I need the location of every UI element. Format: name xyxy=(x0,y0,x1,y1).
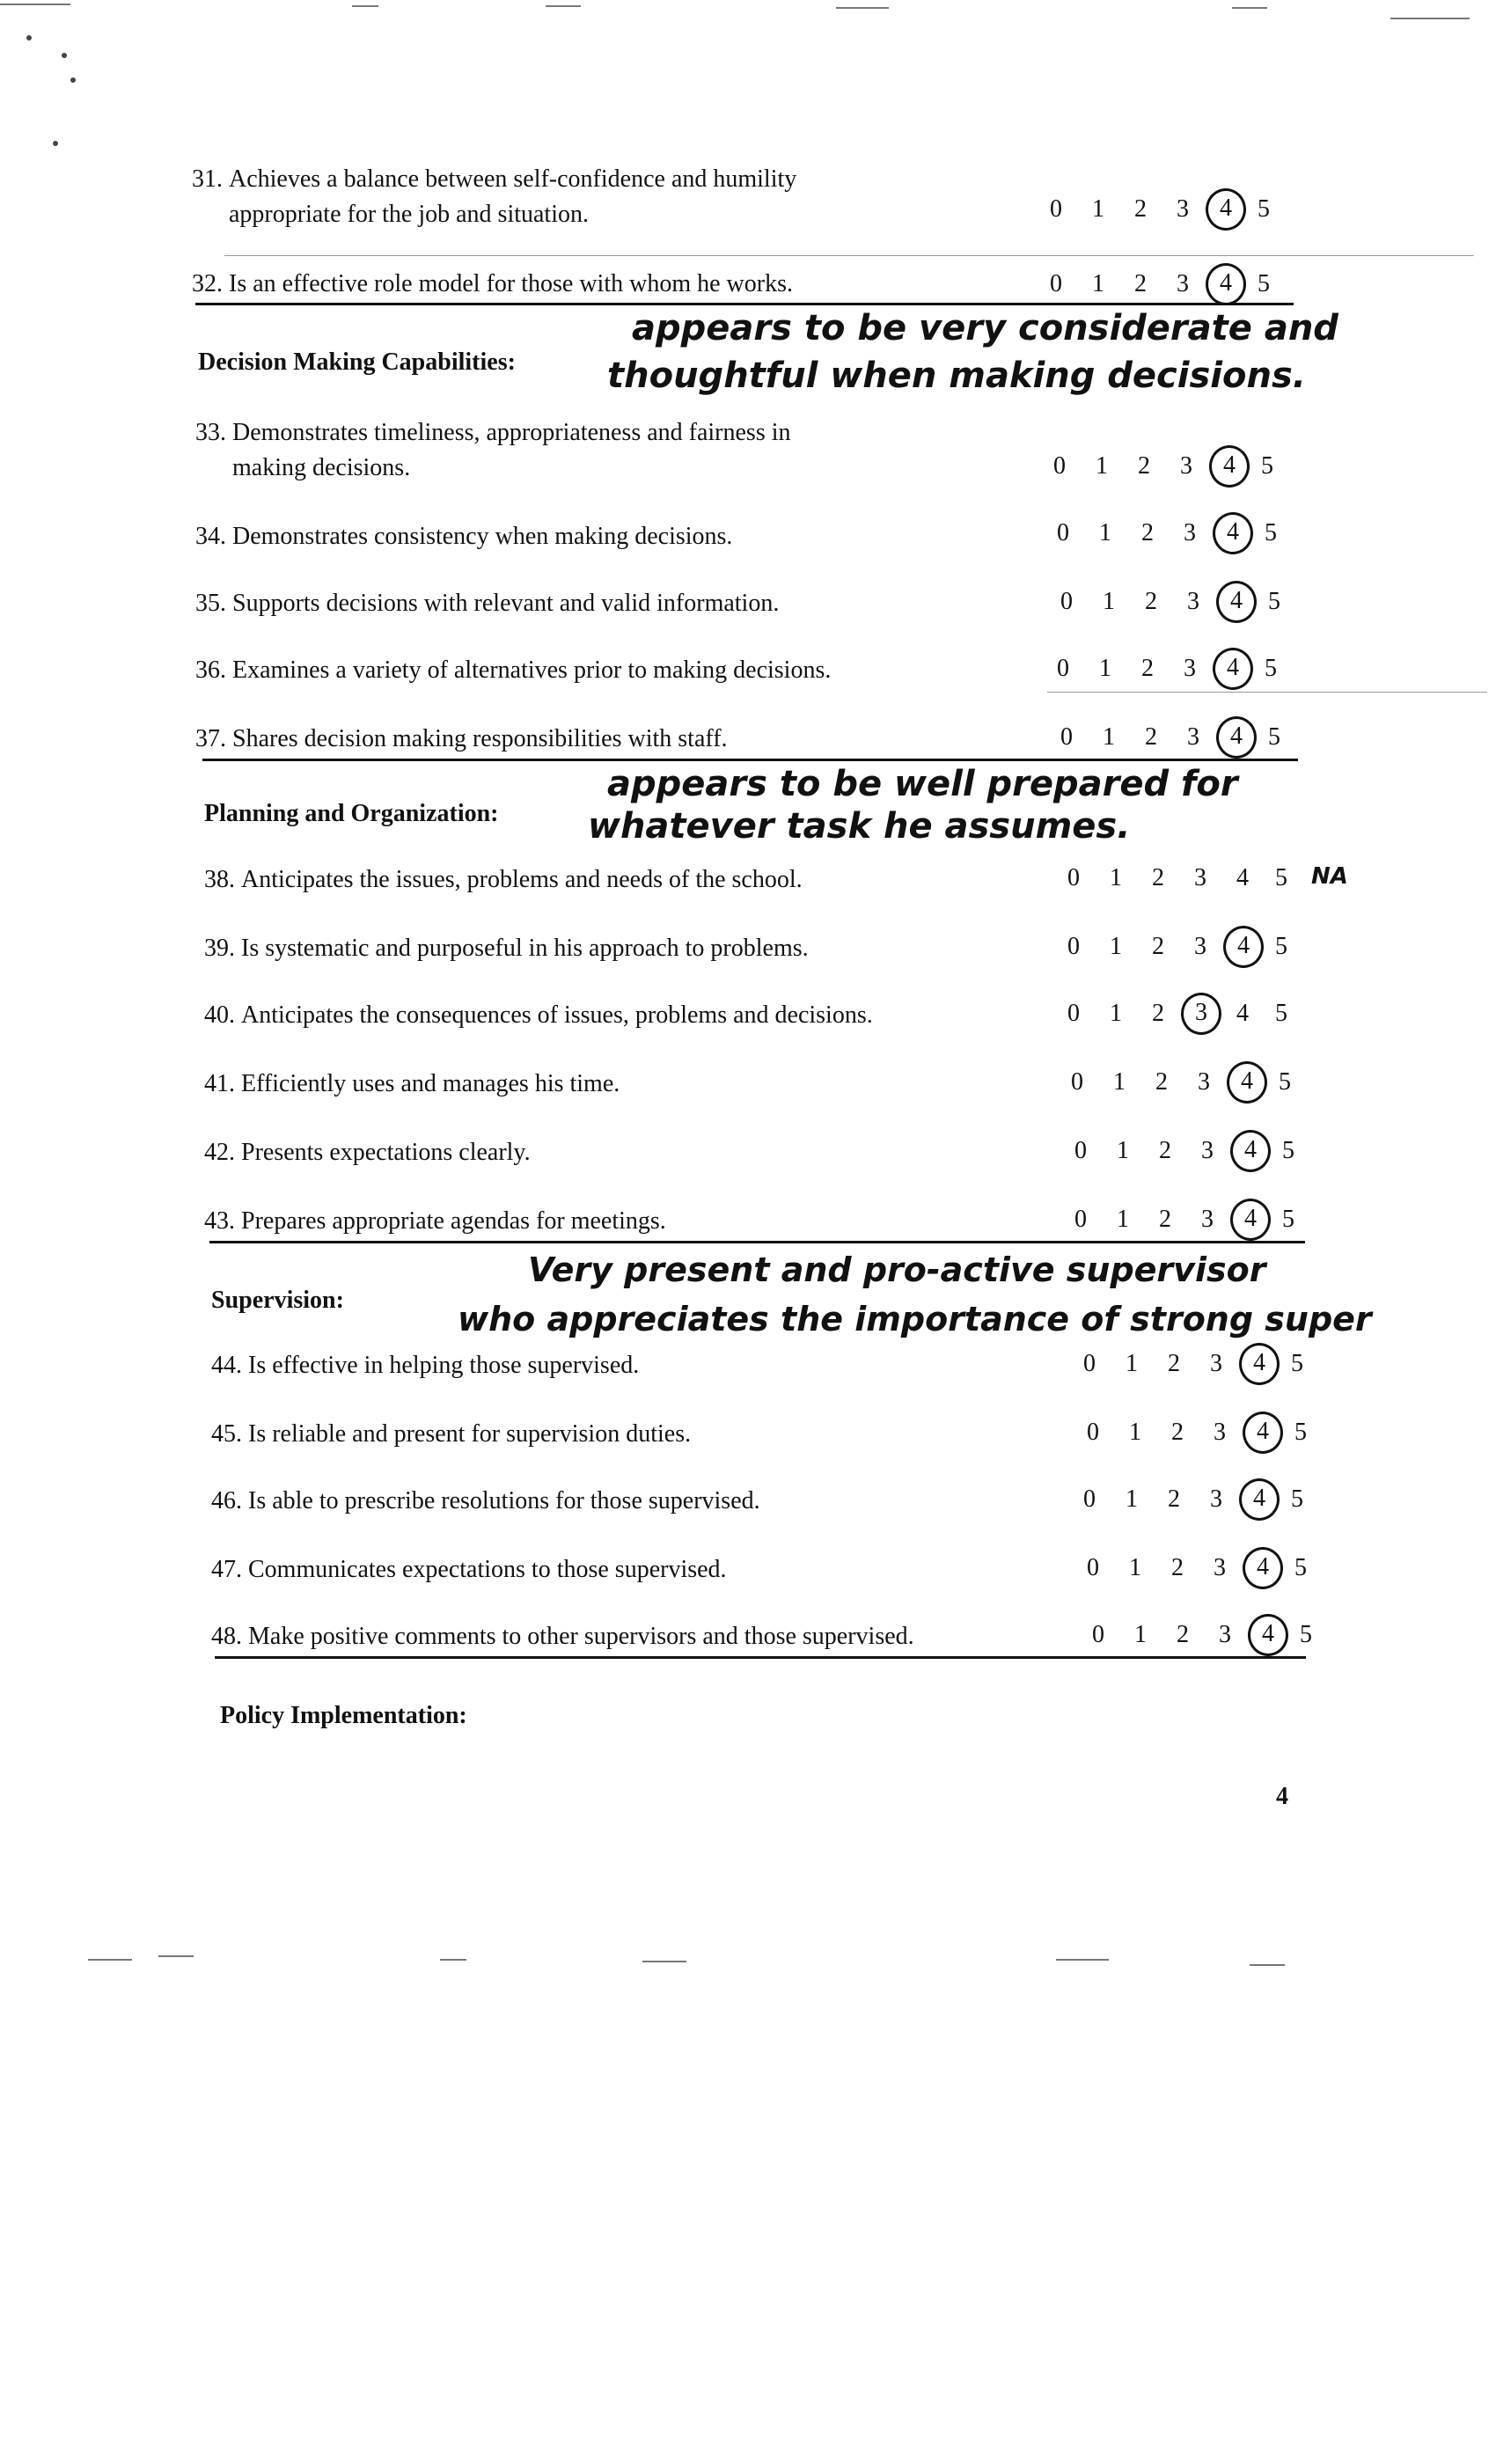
scan-mark xyxy=(0,4,70,5)
rating-option-3: 3 xyxy=(1194,933,1206,960)
item-text: Is systematic and purposeful in his approach to problems. xyxy=(241,935,809,962)
rating-option-5: 5 xyxy=(1275,1000,1287,1027)
item-text-continued: making decisions. xyxy=(232,454,411,481)
item-39 xyxy=(204,931,809,966)
page-number: 4 xyxy=(1276,1783,1288,1810)
section-planning: Planning and Organization: xyxy=(204,800,499,827)
rating-option-5: 5 xyxy=(1282,1206,1294,1233)
item-number: 35. xyxy=(195,590,226,617)
rating-option-0: 0 xyxy=(1087,1554,1099,1581)
handwritten-comment: Very present and pro-active supervisor xyxy=(528,1250,1266,1289)
item-45 xyxy=(211,1417,691,1452)
rating-option-0: 0 xyxy=(1067,1000,1080,1027)
item-text: Anticipates the issues, problems and needs of the school. xyxy=(241,866,803,893)
rating-option-5: 5 xyxy=(1291,1485,1303,1513)
handwritten-comment: appears to be very considerate and xyxy=(632,308,1338,348)
scan-mark xyxy=(70,77,76,83)
scan-mark xyxy=(836,7,889,9)
item-40 xyxy=(204,998,873,1033)
rating-option-3: 3 xyxy=(1201,1137,1214,1164)
rating-option-5: 5 xyxy=(1265,655,1277,682)
item-33 xyxy=(195,415,791,486)
scan-mark xyxy=(546,5,581,7)
rating-option-2: 2 xyxy=(1168,1350,1180,1377)
scan-mark xyxy=(53,141,58,146)
rating-option-0: 0 xyxy=(1060,588,1073,615)
item-number: 41. xyxy=(204,1070,235,1097)
item-number: 47. xyxy=(211,1556,242,1583)
rating-option-0: 0 xyxy=(1053,452,1066,480)
rating-option-0: 0 xyxy=(1057,519,1069,546)
rating-option-0: 0 xyxy=(1067,933,1080,960)
scan-mark xyxy=(352,5,378,7)
item-number: 40. xyxy=(204,1001,235,1029)
item-number: 48. xyxy=(211,1623,242,1650)
rating-option-2: 2 xyxy=(1177,1621,1189,1648)
rating-option-0: 0 xyxy=(1083,1350,1096,1377)
rating-option-5: 5 xyxy=(1268,723,1280,751)
item-text: Achieves a balance between self-confidence and humility xyxy=(229,165,797,193)
item-43 xyxy=(204,1204,666,1239)
rating-option-3: 3 xyxy=(1198,1068,1210,1096)
item-number: 46. xyxy=(211,1487,242,1514)
rating-option-3: 3 xyxy=(1187,588,1199,615)
scan-mark xyxy=(1056,1959,1109,1961)
item-text: Prepares appropriate agendas for meetings. xyxy=(241,1207,666,1235)
item-47 xyxy=(211,1552,727,1588)
rating-option-4: 4 xyxy=(1236,864,1249,891)
item-number: 38. xyxy=(204,866,235,893)
item-text: Anticipates the consequences of issues, problems and decisions. xyxy=(241,1001,873,1029)
item-text: Is effective in helping those supervised. xyxy=(248,1352,640,1379)
rating-selected-4: 4 xyxy=(1248,1614,1288,1656)
rating-selected-4: 4 xyxy=(1213,648,1253,690)
rating-option-1: 1 xyxy=(1134,1621,1147,1648)
rating-selected-4: 4 xyxy=(1213,512,1253,554)
item-31 xyxy=(192,162,796,232)
rating-option-2: 2 xyxy=(1134,270,1147,297)
rating-option-1: 1 xyxy=(1099,655,1111,682)
item-44 xyxy=(211,1348,639,1383)
rating-option-1: 1 xyxy=(1113,1068,1126,1096)
section-divider xyxy=(209,1241,1305,1243)
rating-option-5: 5 xyxy=(1261,452,1273,480)
rating-option-0: 0 xyxy=(1083,1485,1096,1513)
rating-option-5: 5 xyxy=(1275,864,1287,891)
rating-option-1: 1 xyxy=(1099,519,1111,546)
item-42 xyxy=(204,1135,531,1170)
rating-option-1: 1 xyxy=(1092,270,1104,297)
rating-option-3: 3 xyxy=(1210,1350,1222,1377)
rating-option-5: 5 xyxy=(1300,1621,1312,1648)
rating-option-2: 2 xyxy=(1152,1000,1164,1027)
rating-selected-4: 4 xyxy=(1206,188,1246,231)
rating-option-2: 2 xyxy=(1134,195,1147,223)
item-text-continued: appropriate for the job and situation. xyxy=(229,201,589,228)
scan-mark xyxy=(1390,18,1470,19)
rating-option-0: 0 xyxy=(1074,1206,1087,1233)
item-number: 43. xyxy=(204,1207,235,1235)
rating-option-5: 5 xyxy=(1275,933,1287,960)
scan-mark xyxy=(158,1955,194,1957)
rating-option-1: 1 xyxy=(1129,1554,1141,1581)
rating-option-3: 3 xyxy=(1177,195,1189,223)
rating-option-3: 3 xyxy=(1201,1206,1214,1233)
rating-option-2: 2 xyxy=(1145,723,1157,751)
item-text: Demonstrates consistency when making decisions. xyxy=(232,523,733,550)
item-number: 33. xyxy=(195,419,226,446)
rating-option-1: 1 xyxy=(1117,1206,1129,1233)
rating-option-0: 0 xyxy=(1050,270,1062,297)
rating-option-2: 2 xyxy=(1168,1485,1180,1513)
item-34 xyxy=(195,519,732,554)
rating-option-2: 2 xyxy=(1155,1068,1168,1096)
rating-option-0: 0 xyxy=(1071,1068,1083,1096)
rating-option-4: 4 xyxy=(1236,1000,1249,1027)
rating-option-0: 0 xyxy=(1087,1419,1099,1446)
rating-option-1: 1 xyxy=(1103,588,1115,615)
rating-option-5: 5 xyxy=(1291,1350,1303,1377)
rating-option-3: 3 xyxy=(1180,452,1192,480)
item-number: 32. xyxy=(192,270,223,297)
rating-option-1: 1 xyxy=(1129,1419,1141,1446)
rating-option-2: 2 xyxy=(1141,655,1154,682)
rating-option-5: 5 xyxy=(1282,1137,1294,1164)
item-number: 45. xyxy=(211,1420,242,1448)
rating-selected-4: 4 xyxy=(1243,1412,1283,1454)
rating-option-5: 5 xyxy=(1258,195,1270,223)
item-37 xyxy=(195,722,728,757)
rating-option-5: 5 xyxy=(1268,588,1280,615)
rating-option-1: 1 xyxy=(1126,1350,1138,1377)
rating-option-2: 2 xyxy=(1159,1206,1171,1233)
section-supervision: Supervision: xyxy=(211,1287,344,1314)
na-mark: NA xyxy=(1311,863,1348,890)
item-number: 37. xyxy=(195,725,226,752)
rating-selected-3: 3 xyxy=(1181,993,1221,1035)
rating-selected-4: 4 xyxy=(1216,716,1257,759)
rating-selected-4: 4 xyxy=(1209,445,1250,488)
rating-option-5: 5 xyxy=(1294,1419,1307,1446)
section-policy: Policy Implementation: xyxy=(220,1702,467,1729)
item-text: Shares decision making responsibilities with staff. xyxy=(232,725,728,752)
rating-option-1: 1 xyxy=(1110,933,1122,960)
rating-option-1: 1 xyxy=(1110,864,1122,891)
item-number: 44. xyxy=(211,1352,242,1379)
section-divider xyxy=(215,1656,1306,1659)
item-number: 34. xyxy=(195,523,226,550)
rating-selected-4: 4 xyxy=(1223,926,1264,968)
rating-option-1: 1 xyxy=(1126,1485,1138,1513)
rating-option-5: 5 xyxy=(1294,1554,1307,1581)
handwritten-comment: who appreciates the importance of strong super xyxy=(458,1300,1372,1338)
rating-option-0: 0 xyxy=(1092,1621,1104,1648)
rating-option-1: 1 xyxy=(1096,452,1108,480)
rating-option-1: 1 xyxy=(1110,1000,1122,1027)
rating-option-1: 1 xyxy=(1092,195,1104,223)
item-38 xyxy=(204,862,803,898)
item-text: Is reliable and present for supervision duties. xyxy=(248,1420,692,1448)
rating-option-0: 0 xyxy=(1074,1137,1087,1164)
item-32 xyxy=(192,267,793,302)
item-number: 42. xyxy=(204,1139,235,1166)
item-number: 36. xyxy=(195,656,226,684)
handwritten-comment: thoughtful when making decisions. xyxy=(607,356,1306,396)
separator xyxy=(1047,692,1487,693)
rating-selected-4: 4 xyxy=(1239,1343,1280,1385)
scan-mark xyxy=(88,1959,132,1961)
item-text: Make positive comments to other supervisors and those supervised. xyxy=(248,1623,914,1650)
rating-option-2: 2 xyxy=(1141,519,1154,546)
rating-option-3: 3 xyxy=(1219,1621,1231,1648)
section-divider xyxy=(195,303,1294,305)
scan-mark xyxy=(26,35,32,40)
rating-option-5: 5 xyxy=(1265,519,1277,546)
item-text: Presents expectations clearly. xyxy=(241,1139,531,1166)
rating-selected-4: 4 xyxy=(1206,263,1246,305)
rating-option-3: 3 xyxy=(1184,519,1196,546)
rating-option-3: 3 xyxy=(1177,270,1189,297)
item-text: Examines a variety of alternatives prior to making decisions. xyxy=(232,656,832,684)
rating-option-1: 1 xyxy=(1117,1137,1129,1164)
rating-option-2: 2 xyxy=(1152,864,1164,891)
item-48 xyxy=(211,1619,914,1654)
rating-option-3: 3 xyxy=(1210,1485,1222,1513)
rating-option-3: 3 xyxy=(1184,655,1196,682)
rating-selected-4: 4 xyxy=(1227,1061,1267,1104)
rating-selected-4: 4 xyxy=(1239,1478,1280,1521)
item-text: Communicates expectations to those supervised. xyxy=(248,1556,727,1583)
rating-option-3: 3 xyxy=(1187,723,1199,751)
rating-option-3: 3 xyxy=(1214,1419,1226,1446)
rating-option-2: 2 xyxy=(1171,1419,1184,1446)
scan-mark xyxy=(642,1961,686,1962)
item-number: 39. xyxy=(204,935,235,962)
item-36 xyxy=(195,653,831,688)
item-text: Is able to prescribe resolutions for those supervised. xyxy=(248,1487,760,1514)
item-text: Is an effective role model for those with whom he works. xyxy=(229,270,793,297)
scan-mark xyxy=(440,1959,466,1961)
rating-option-2: 2 xyxy=(1159,1137,1171,1164)
handwritten-comment: whatever task he assumes. xyxy=(588,806,1131,847)
item-number: 31. xyxy=(192,165,223,193)
scan-mark xyxy=(1232,7,1267,9)
scan-mark xyxy=(62,53,67,58)
scan-mark xyxy=(1250,1964,1285,1966)
rating-selected-4: 4 xyxy=(1230,1199,1271,1241)
rating-option-2: 2 xyxy=(1138,452,1150,480)
section-divider xyxy=(202,759,1298,761)
rating-option-5: 5 xyxy=(1279,1068,1291,1096)
rating-selected-4: 4 xyxy=(1230,1130,1271,1172)
handwritten-comment: appears to be well prepared for xyxy=(607,764,1238,804)
separator xyxy=(224,255,1474,256)
item-text: Supports decisions with relevant and valid information. xyxy=(232,590,780,617)
rating-option-1: 1 xyxy=(1103,723,1115,751)
rating-option-0: 0 xyxy=(1067,864,1080,891)
section-decision-making: Decision Making Capabilities: xyxy=(198,348,516,376)
rating-option-0: 0 xyxy=(1060,723,1073,751)
rating-selected-4: 4 xyxy=(1243,1547,1283,1589)
item-41 xyxy=(204,1067,620,1102)
rating-option-2: 2 xyxy=(1171,1554,1184,1581)
rating-option-3: 3 xyxy=(1214,1554,1226,1581)
rating-option-3: 3 xyxy=(1194,864,1206,891)
rating-option-0: 0 xyxy=(1057,655,1069,682)
item-35 xyxy=(195,586,779,621)
item-46 xyxy=(211,1484,760,1519)
rating-selected-4: 4 xyxy=(1216,581,1257,623)
item-text: Efficiently uses and manages his time. xyxy=(241,1070,620,1097)
rating-option-2: 2 xyxy=(1152,933,1164,960)
rating-option-2: 2 xyxy=(1145,588,1157,615)
rating-option-5: 5 xyxy=(1258,270,1270,297)
item-text: Demonstrates timeliness, appropriateness and fairness in xyxy=(232,419,791,446)
rating-option-0: 0 xyxy=(1050,195,1062,223)
